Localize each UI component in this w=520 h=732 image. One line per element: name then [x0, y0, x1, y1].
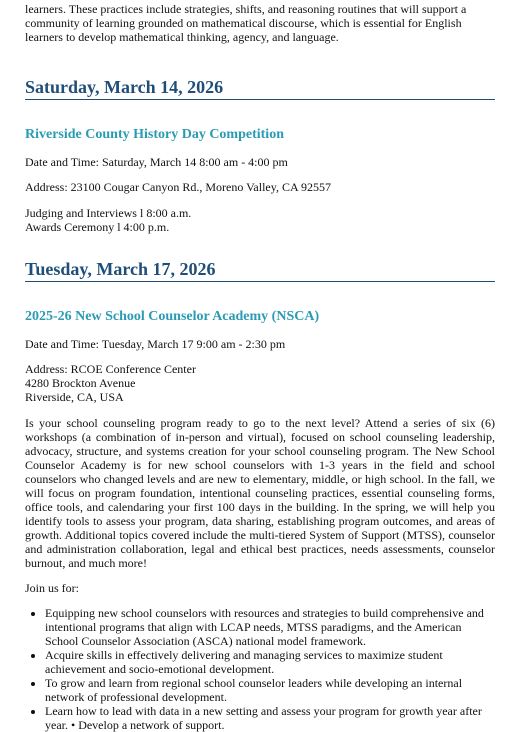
- event-datetime: Date and Time: Saturday, March 14 8:00 am - 4:00 pm: [25, 155, 288, 169]
- event-address: Address: 23100 Cougar Canyon Rd., Moreno Valley, CA 92557: [25, 180, 331, 194]
- address-line: Address: RCOE Conference Center: [25, 362, 196, 376]
- list-item: • To grow and learn from regional school counselor leaders while developing an internal network of professional development.: [45, 676, 495, 704]
- list-item: • Acquire skills in effectively delivering and managing services to maximize student achievement and socio-emotional development.: [45, 648, 495, 676]
- event-title-history-day: Riverside County History Day Competition: [25, 127, 284, 142]
- event-description: Is your school counseling program ready to go to the next level? Attend a series of six (6) workshops (a combination of in-person and virtual), focused on school counseling leadership, advocacy, structure, and systems creation for your school counseling program. The New School Counselor Academy is for new school counselors with 1-3 years in the field and school counselors who changed levels and are new to elementary, middle, or high school. In the fall, we will focus on program foundation, intentional counseling practices, essential counseling forms, office tools, and calendaring your first 100 days in the building. In the spring, we will help you identify tools to assess your program, data sharing, establishing program outcomes, and areas of growth. Additional topics covered include the multi-tiered System of Support (MTSS), counselor and administration collaboration, legal and ethical best practices, needs assessments, counselor burnout, and much more!: [25, 416, 495, 570]
- address-line: 4280 Brockton Avenue: [25, 376, 136, 390]
- list-item: • Learn how to lead with data in a new setting and assess your program for growth year after year. • Develop a network of support.: [45, 704, 495, 732]
- schedule-item: Judging and Interviews l 8:00 a.m.: [25, 206, 192, 220]
- date-heading-march-14: Saturday, March 14, 2026: [25, 76, 495, 100]
- event-datetime: Date and Time: Tuesday, March 17 9:00 am - 2:30 pm: [25, 337, 286, 351]
- event-schedule: [25, 206, 495, 234]
- join-label: Join us for:: [25, 581, 79, 595]
- list-item: • Equipping new school counselors with resources and strategies to build comprehensive and intentional programs that align with LCAP needs, MTSS paradigms, and the American School Counselor Association (ASCA) national model framework.: [45, 606, 495, 648]
- benefits-list: [25, 606, 495, 732]
- address-line: Riverside, CA, USA: [25, 390, 124, 404]
- schedule-item: Awards Ceremony l 4:00 p.m.: [25, 220, 170, 234]
- event-address: [25, 362, 495, 404]
- intro-paragraph: learners. These practices include strategies, shifts, and reasoning routines that will support a community of learning grounded on mathematical discourse, which is essential for English learners to develop mathematical thinking, agency, and language.: [25, 2, 467, 44]
- document-page: [25, 0, 495, 732]
- date-heading-march-17: Tuesday, March 17, 2026: [25, 258, 495, 282]
- event-title-nsca: 2025-26 New School Counselor Academy (NSCA): [25, 309, 320, 324]
